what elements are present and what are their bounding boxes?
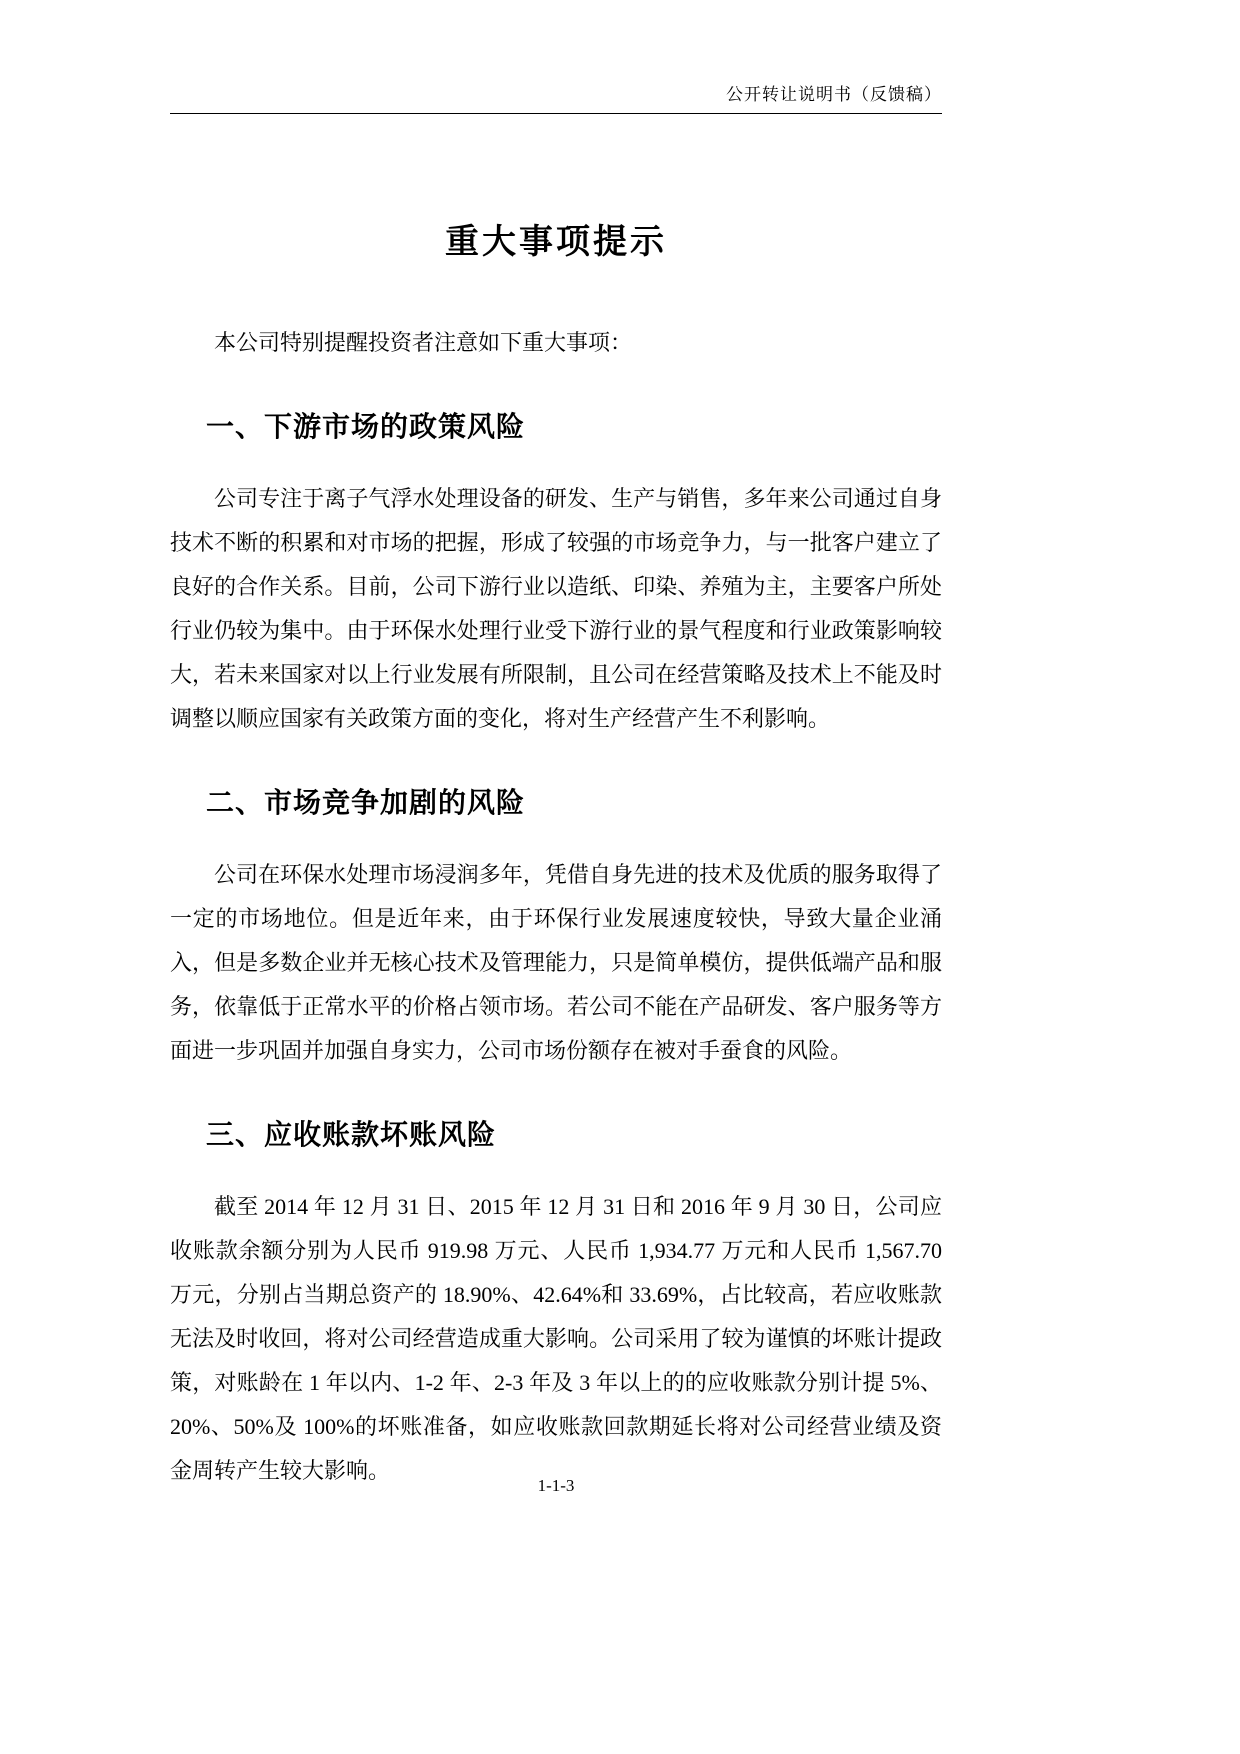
section-body-receivables-baddebt-risk: 截至 2014 年 12 月 31 日、2015 年 12 月 31 日和 2016 年 9 月 30 日，公司应收账款余额分别为人民币 919.98 万元、人民币 1,934.77 万元和人民币 1,567.70 万元，分别占当期总资产的 18.90%、42.64%和 33.69%，占比较高，若应收账款无法及时收回，将对公司经营造成重大影响。公司采用了较为谨慎的坏账计提政策，对账龄在 1 年以内、1-2 年、2-3 年及 3 年以上的的应收账款分别计提 5%、20%、50%及 100%的坏账准备，如应收账款回款期延长将对公司经营业绩及资金周转产生较大影响。: [170, 1194, 942, 1483]
section-body-market-competition-risk: 公司在环保水处理市场浸润多年，凭借自身先进的技术及优质的服务取得了一定的市场地位。但是近年来，由于环保行业发展速度较快，导致大量企业涌入，但是多数企业并无核心技术及管理能力，只是简单模仿，提供低端产品和服务，依靠低于正常水平的价格占领市场。若公司不能在产品研发、客户服务等方面进一步巩固并加强自身实力，公司市场份额存在被对手蚕食的风险。: [170, 862, 942, 1063]
section-body-downstream-policy-risk: 公司专注于离子气浮水处理设备的研发、生产与销售，多年来公司通过自身技术不断的积累和对市场的把握，形成了较强的市场竞争力，与一批客户建立了良好的合作关系。目前，公司下游行业以造纸、印染、养殖为主，主要客户所处行业仍较为集中。由于环保水处理行业受下游行业的景气程度和行业政策影响较大，若未来国家对以上行业发展有所限制，且公司在经营策略及技术上不能及时调整以顺应国家有关政策方面的变化，将对生产经营产生不利影响。: [170, 486, 942, 731]
page-number: 1-1-3: [537, 1476, 575, 1495]
intro-paragraph: 本公司特别提醒投资者注意如下重大事项：: [214, 330, 633, 355]
section-heading-downstream-policy-risk: 一、下游市场的政策风险: [206, 411, 526, 442]
page-title: 重大事项提示: [445, 224, 667, 261]
document-header: 公开转让说明书（反馈稿）: [170, 0, 942, 114]
section-heading-receivables-baddebt-risk: 三、应收账款坏账风险: [206, 1119, 497, 1150]
section-heading-market-competition-risk: 二、市场竞争加剧的风险: [206, 787, 526, 818]
document-content: [170, 0, 942, 1493]
